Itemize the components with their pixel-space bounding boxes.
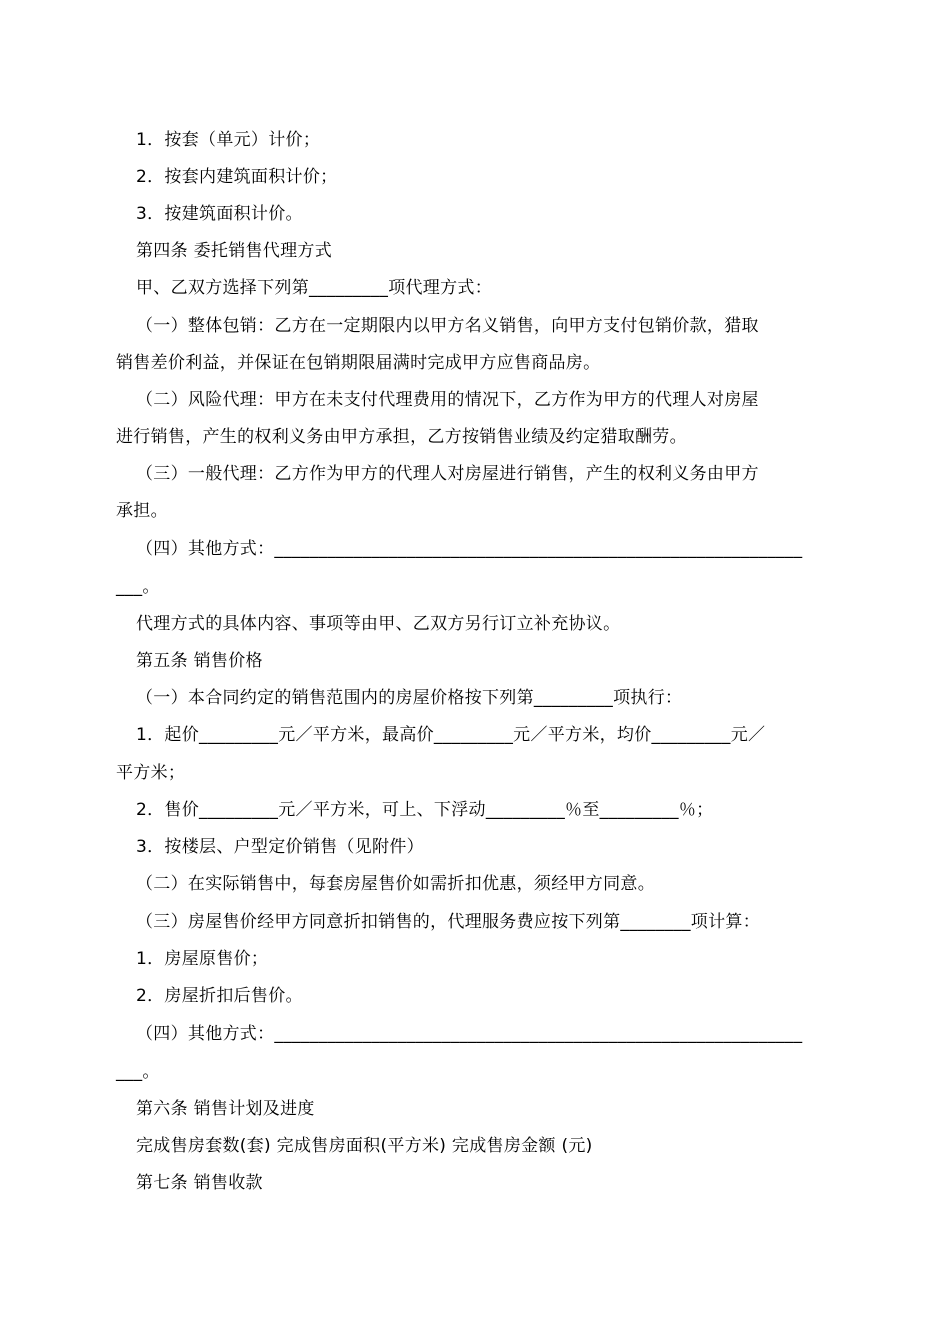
paragraph-text: （二）风险代理：甲方在未支付代理费用的情况下，乙方作为甲方的代理人对房屋 — [136, 390, 759, 410]
paragraph-text: 1．房屋原售价； — [136, 949, 269, 969]
paragraph-text: 销售差价利益，并保证在包销期限届满时完成甲方应售商品房。 — [116, 353, 601, 373]
paragraph-text: 甲、乙双方选择下列第_________项代理方式： — [136, 278, 492, 298]
article-7-heading: 第七条 销售收款 — [136, 1173, 263, 1193]
paragraph-text: （四）其他方式：____________________________________________________________ — [136, 539, 803, 559]
article-4-heading: 第四条 委托销售代理方式 — [136, 241, 333, 261]
paragraph-text: 平方米； — [116, 763, 186, 783]
article-5-heading: 第五条 销售价格 — [136, 651, 263, 671]
paragraph-text: （一）本合同约定的销售范围内的房屋价格按下列第_________项执行： — [136, 688, 683, 708]
paragraph-text: （三）一般代理：乙方作为甲方的代理人对房屋进行销售，产生的权利义务由甲方 — [136, 464, 759, 484]
paragraph-text: 2．售价_________元／平方米，可上、下浮动_________％至_________％； — [136, 800, 714, 820]
paragraph-text: 1．起价_________元／平方米，最高价_________元／平方米，均价_________元／ — [136, 725, 766, 745]
paragraph-text: 2．房屋折扣后售价。 — [136, 986, 303, 1006]
paragraph-text: 承担。 — [116, 501, 168, 521]
article-6-heading: 第六条 销售计划及进度 — [136, 1099, 315, 1119]
paragraph-text: 完成售房套数(套) 完成售房面积(平方米) 完成售房金额 (元) — [136, 1136, 593, 1156]
clause-item-2: 2．按套内建筑面积计价； — [136, 167, 338, 187]
paragraph-text: （一）整体包销：乙方在一定期限内以甲方名义销售，向甲方支付包销价款，猎取 — [136, 316, 759, 336]
paragraph-text: 3．按楼层、户型定价销售（见附件） — [136, 837, 424, 857]
paragraph-text: （二）在实际销售中，每套房屋售价如需折扣优惠，须经甲方同意。 — [136, 874, 655, 894]
paragraph-text: 代理方式的具体内容、事项等由甲、乙双方另行订立补充协议。 — [136, 614, 621, 634]
paragraph-text: 进行销售，产生的权利义务由甲方承担，乙方按销售业绩及约定猎取酬劳。 — [116, 427, 687, 447]
paragraph-text: ___。 — [116, 577, 160, 597]
paragraph-text: （三）房屋售价经甲方同意折扣销售的，代理服务费应按下列第________项计算： — [136, 912, 760, 932]
paragraph-text: （四）其他方式：____________________________________________________________ — [136, 1024, 803, 1044]
clause-item-1: 1．按套（单元）计价； — [136, 130, 321, 150]
paragraph-text: ___。 — [116, 1062, 160, 1082]
clause-item-3: 3．按建筑面积计价。 — [136, 204, 303, 224]
